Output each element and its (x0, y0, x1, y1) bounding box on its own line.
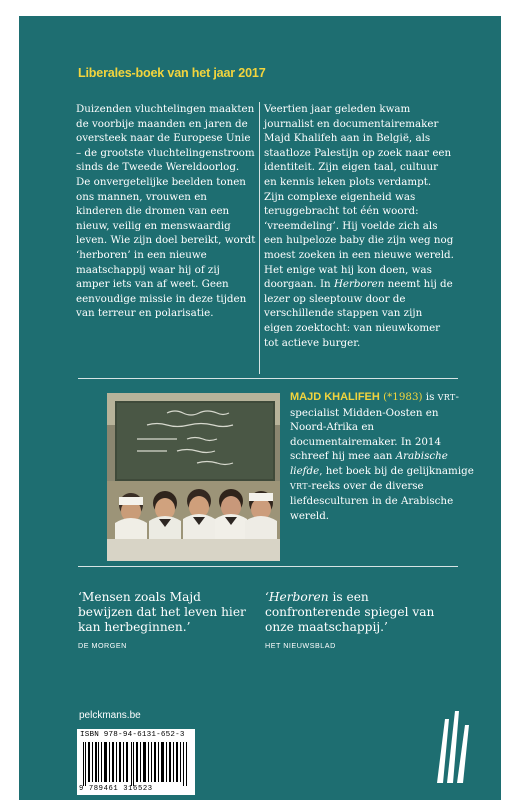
quote-text: is een confronterende spiegel van onze maatschappij.’ (265, 590, 435, 634)
quote-text: ‘Mensen zoals Majd bewijzen dat het leven hier kan herbeginnen.’ (78, 590, 246, 634)
barcode-bars (83, 742, 189, 786)
author-bio (290, 390, 475, 523)
bio-text: -reeks over de diverse liefdesculturen in de Arabische wereld. (290, 479, 454, 522)
column-divider (259, 102, 260, 374)
quote-source: HET NIEUWSBLAD (265, 641, 336, 650)
author-name: MAJD KHALIFEH (290, 391, 380, 403)
blurb-column-right (264, 102, 454, 350)
book-title-inline: Herboren (333, 278, 385, 291)
barcode-digits: 9 789461 316523 (79, 785, 153, 793)
bio-text: -specialist Midden-Oosten en Noord-Afrika en documentairemaker. In (290, 391, 460, 448)
quote-text-wrap (265, 590, 445, 635)
barcode (77, 729, 195, 795)
blurb-column-left: Duizenden vluchtelingen maakten de voorbije maanden en jaren de oversteek naar de Europese Unie – de grootste vluchtelingenstroom sinds de Tweede Wereldoorlog. De onvergetelijke beelden tonen ons mannen, vrouwen en kinderen die dromen van een nieuw, veilig en menswaardig leven. Wie zijn doel bereikt, wordt ‘herboren’ in een nieuwe maatschappij waar hij of zij amper iets van af weet. Geen eenvoudige missie in deze tijden van terreur en polarisatie. (76, 103, 256, 320)
bio-text: is (422, 391, 438, 403)
press-quote-1 (78, 590, 258, 653)
isbn-label: ISBN 978-94-6131-652-3 (80, 731, 185, 739)
section-divider-bottom (78, 566, 458, 567)
bio-vrt: VRT (437, 393, 456, 402)
bio-text: , het boek bij de gelijknamige (319, 464, 474, 477)
blurb-right-text-end: neemt hij de lezer op sleeptouw door de verschillende stappen van zijn eigen zoektocht: van nieuwkomer tot actieve burger. (264, 278, 453, 349)
pelckmans-logo-icon (435, 711, 469, 783)
author-photo (107, 393, 280, 561)
bio-year: 2014 (414, 435, 442, 448)
bio-text: schreef hij mee aan (290, 450, 396, 463)
bio-vrt: VRT (290, 481, 308, 491)
section-divider-top (78, 378, 458, 379)
quote-title: ‘Herboren (265, 590, 329, 604)
back-cover (19, 16, 501, 800)
award-tagline: Liberales-boek van het jaar 2017 (78, 66, 266, 80)
bio-book-title: Arabische liefde (290, 450, 448, 477)
quote-source: DE MORGEN (78, 641, 127, 650)
publisher-website: pelckmans.be (79, 710, 141, 721)
blurb-right-text: Veertien jaar geleden kwam journalist en documentairemaker Majd Khalifeh aan in België, als staatloze Palestijn op zoek naar een identiteit. Zijn eigen taal, cultuur en kennis leken plots verdampt. Zijn complexe eigenheid was teruggebracht tot één woord: ‘vreemdeling’. Hij voelde zich als een hulpeloze baby die zijn weg nog moest zoeken in een nieuwe wereld. Het enige wat hij kon doen, was doorgaan. In (264, 103, 454, 291)
press-quote-2 (265, 590, 445, 653)
author-birth-year: (*1983) (383, 391, 423, 403)
